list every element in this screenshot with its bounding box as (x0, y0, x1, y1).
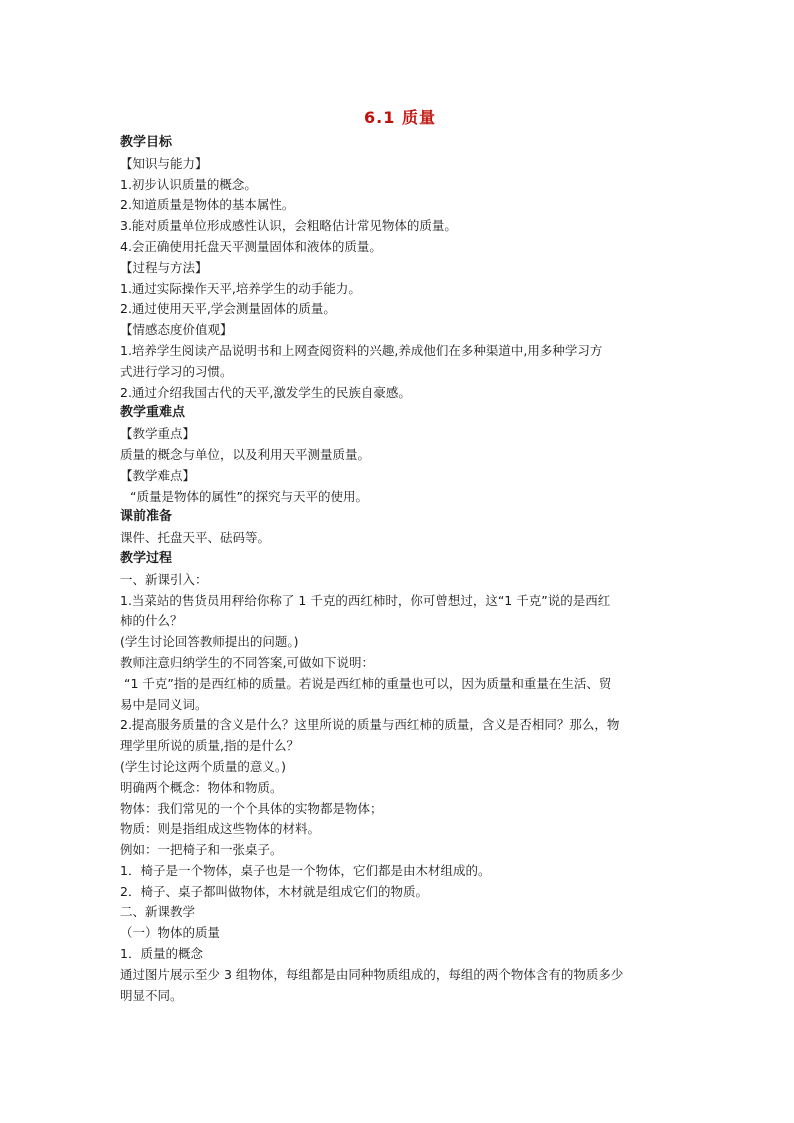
section-heading: 教学过程 (120, 550, 173, 566)
body-line: 教师注意归纳学生的不同答案,可做如下说明： (120, 654, 374, 670)
body-line: 例如：一把椅子和一张桌子。 (120, 842, 283, 858)
subsection-label: 【知识与能力】 (120, 155, 208, 171)
body-line: 二、新课教学 (120, 904, 196, 920)
body-line: 2.通过介绍我国古代的天平,激发学生的民族自豪感。 (120, 384, 411, 400)
body-line: 2.提高服务质量的含义是什么？这里所说的质量与西红柿的质量，含义是否相同？那么，物 (120, 717, 620, 733)
body-line: 明显不同。 (120, 987, 183, 1003)
body-line: “1 千克”指的是西红柿的质量。若说是西红柿的重量也可以，因为质量和重量在生活、贸 (124, 675, 612, 691)
body-line: 通过图片展示至少 3 组物体，每组都是由同种物质组成的，每组的两个物体含有的物质多少 (120, 966, 624, 982)
section-heading: 课前准备 (120, 509, 173, 525)
body-line: 2.知道质量是物体的基本属性。 (120, 197, 295, 213)
body-line: 式进行学习的习惯。 (120, 363, 233, 379)
body-line: 1.通过实际操作天平,培养学生的动手能力。 (120, 280, 361, 296)
body-line: 课件、托盘天平、砝码等。 (120, 530, 271, 546)
body-line: 一、新课引入： (120, 571, 208, 587)
body-line: 4.会正确使用托盘天平测量固体和液体的质量。 (120, 238, 382, 254)
body-line: 明确两个概念：物体和物质。 (120, 779, 283, 795)
body-line: 质量的概念与单位，以及利用天平测量质量。 (120, 446, 371, 462)
body-line: 1.当菜站的售货员用秤给你称了 1 千克的西红柿时，你可曾想过，这“1 千克”说的是西红 (120, 592, 611, 608)
document-page (120, 106, 680, 1006)
body-line: (学生讨论回答教师提出的问题。) (120, 634, 299, 650)
body-line: 3.能对质量单位形成感性认识，会粗略估计常见物体的质量。 (120, 218, 457, 234)
body-line: 物质：则是指组成这些物体的材料。 (120, 821, 321, 837)
subsection-label: 【教学重点】 (120, 426, 196, 442)
body-line: 2．椅子、桌子都叫做物体，木材就是组成它们的物质。 (120, 883, 428, 899)
body-line: 1．质量的概念 (120, 946, 203, 962)
body-line: 1.初步认识质量的概念。 (120, 176, 257, 192)
body-line: (学生讨论这两个质量的意义。) (120, 758, 287, 774)
body-line: 2.通过使用天平,学会测量固体的质量。 (120, 301, 336, 317)
document-title: 6.1 质量 (364, 108, 436, 127)
section-heading: 教学重难点 (120, 405, 186, 421)
document-body (120, 133, 680, 1006)
body-line: 易中是同义词。 (120, 696, 208, 712)
body-line: 柿的什么？ (120, 613, 183, 629)
body-line: 物体：我们常见的一个个具体的实物都是物体； (120, 800, 383, 816)
subsection-label: 【情感态度价值观】 (120, 322, 233, 338)
subsection-label: 【教学难点】 (120, 467, 196, 483)
body-line: （一）物体的质量 (120, 925, 221, 941)
body-line: 1.培养学生阅读产品说明书和上网查阅资料的兴趣,养成他们在多种渠道中,用多种学习方 (120, 342, 603, 358)
section-heading: 教学目标 (120, 135, 173, 150)
body-line: 1．椅子是一个物体，桌子也是一个物体，它们都是由木材组成的。 (120, 862, 491, 878)
subsection-label: 【过程与方法】 (120, 259, 208, 275)
body-line: “质量是物体的属性”的探究与天平的使用。 (130, 488, 368, 504)
body-line: 理学里所说的质量,指的是什么？ (120, 738, 299, 754)
